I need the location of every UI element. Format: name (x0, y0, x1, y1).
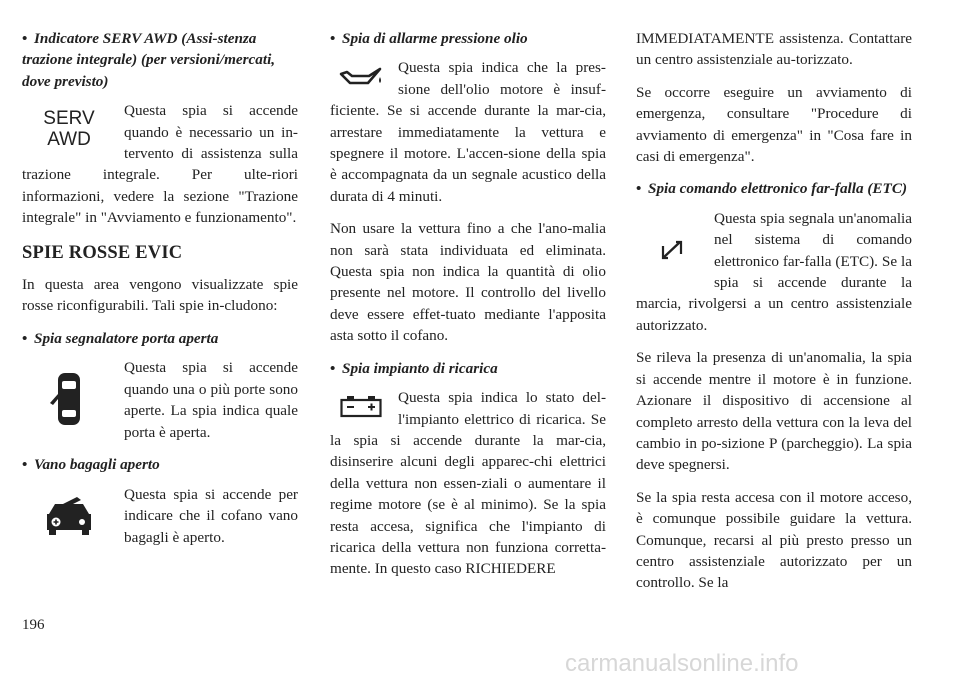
column-1 (22, 28, 298, 559)
serv-awd-paragraph: SERV AWD Questa spia si accende quando è necessario un in-tervento di assistenza sulla trazione integrale. Per ulte-riori informazioni, vedere la sezione "Trazione integrale" in "Avviamento e funzionamento". (22, 102, 298, 227)
etc-paragraph: Questa spia segnala un'anomalia nel sistema di comando elettronico far-falla (ETC). Se la spia si accende durante la marcia, rivolgersi a un centro assistenziale autorizzato. (636, 209, 912, 334)
page-number: 196 (22, 617, 45, 633)
trunk-heading: • Vano bagagli aperto (22, 456, 160, 474)
electronic-throttle-icon (636, 208, 708, 292)
continuation-paragraph: IMMEDIATAMENTE assistenza. Contattare un centro assistenziale au-torizzato. (636, 30, 912, 69)
oil-pressure-icon (330, 57, 392, 95)
column-3 (636, 28, 912, 605)
section-title: SPIE ROSSE EVIC (22, 242, 183, 263)
etc-heading: • Spia comando elettronico far-falla (ETC) (636, 180, 908, 198)
section-intro: In questa area vengono visualizzate spie rosse riconfigurabili. Tali spie in-cludono: (22, 276, 298, 315)
door-heading: • Spia segnalatore porta aperta (22, 329, 219, 347)
charge-paragraph: Questa spia indica lo stato del-l'impianto elettrico di ricarica. Se la spia si accende durante la mar-cia, disinserire alcuni degli apparec-chi elettrici della vettura non essen-ziali o aumentare il regime motore (se è al minimo). Se la spia resta accesa, significa che l'impianto di ricarica della vettura non funziona corretta-mente. In questo caso RICHIEDERE (330, 389, 606, 578)
serv-awd-icon: SERV AWD (43, 108, 95, 151)
oil-paragraph: Questa spia indica che la pres-sione dell'olio motore è insuf-ficiente. Se si accende durante la mar-cia, arrestare immediatamente la vettura e spegnere il motore. L'accen-sione della spia è accompagnata da un segnale acustico della durata di 4 minuti. (330, 59, 606, 205)
trunk-paragraph: Questa spia si accende per indicare che il cofano vano bagagli è aperto. (22, 484, 298, 548)
battery-icon (330, 387, 392, 425)
oil-paragraph-2: Non usare la vettura fino a che l'ano-malia non sarà stata individuata ed eliminata. Questa spia non indica la quantità di olio presente nel motore. Il controllo del livello deve essere effet-tuato mediante l'apposita asta sotto il cofano. (330, 220, 606, 345)
door-paragraph: Questa spia si accende quando una o più porte sono aperte. La spia indica quale porta è aperta. (22, 357, 298, 443)
column-2 (330, 28, 606, 591)
serv-awd-heading: • Indicatore SERV AWD (Assi-stenza trazione integrale) (per versioni/mercati, dove previsto) (22, 30, 276, 90)
etc-paragraph-2: Se rileva la presenza di un'anomalia, la spia si accende mentre il motore è in funzione. Azionare il dispositivo di accensione al completo arresto della vettura con la leva del cambio in po-sizione P (parcheggio). La spia deve spegnersi. (636, 349, 912, 474)
watermark: carmanualsonline.info (565, 650, 799, 677)
charge-heading: • Spia impianto di ricarica (330, 359, 498, 377)
emergency-paragraph: Se occorre eseguire un avviamento di emergenza, consultare "Procedure di avviamento di emergenza" in "Cosa fare in casi di emergenza". (636, 83, 912, 166)
trunk-open-icon (22, 484, 116, 548)
door-ajar-icon (22, 357, 116, 441)
etc-paragraph-3: Se la spia resta accesa con il motore acceso, è comunque possibile guidare la vettura. Comunque, recarsi al più presto presso un centro assistenziale autorizzato per un controllo. Se la (636, 488, 912, 592)
oil-heading: • Spia di allarme pressione olio (330, 30, 528, 47)
